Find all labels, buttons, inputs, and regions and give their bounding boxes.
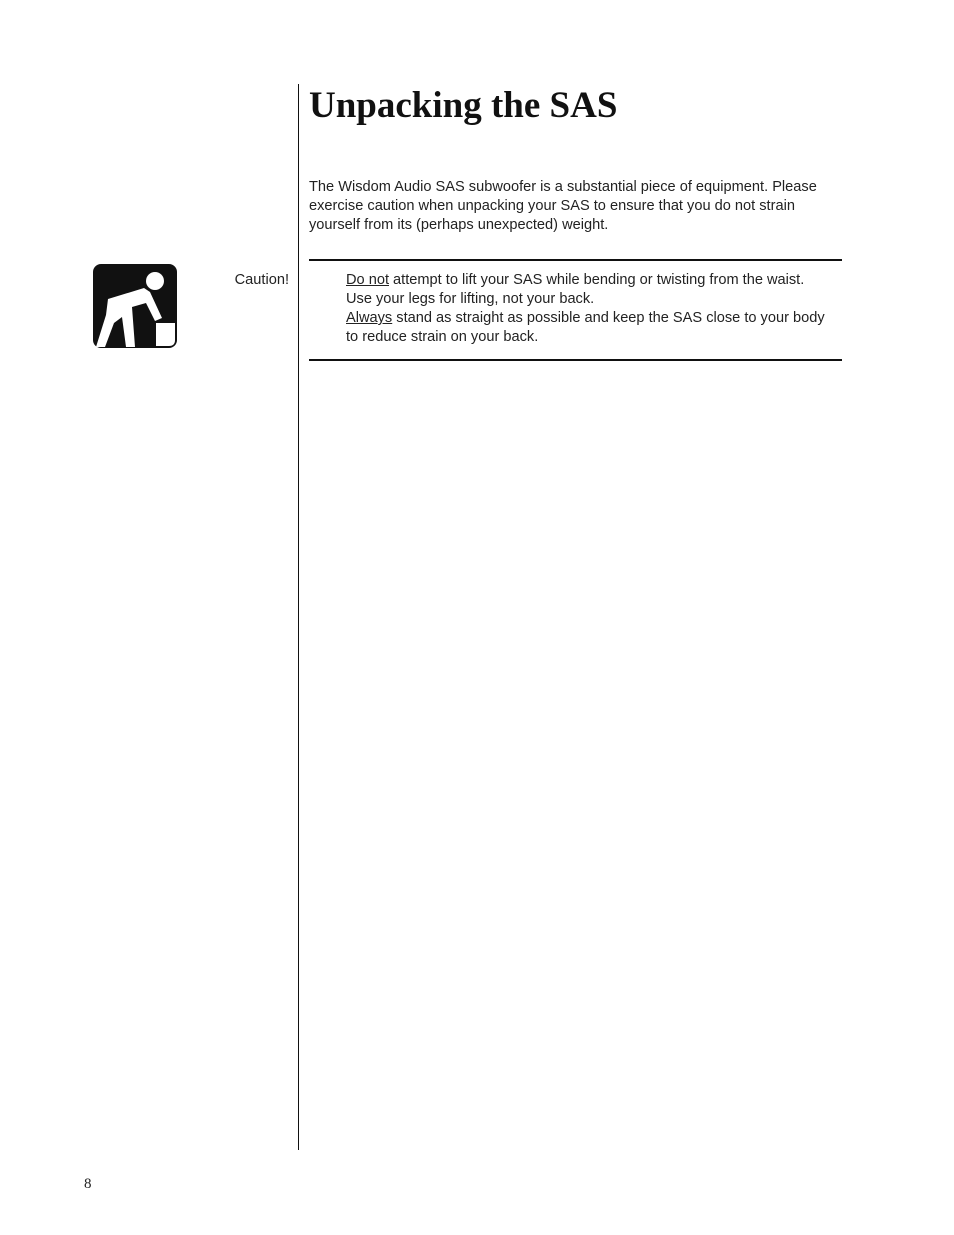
caution-top-rule [309,259,842,261]
caution-text [346,271,826,347]
caution-label: Caution! [234,272,289,288]
caution-line-2 [346,309,826,347]
caution-line-1 [346,271,826,309]
caution-emphasis-do-not: Do not [346,272,389,288]
caution-line-1-text: attempt to lift your SAS while bending or twisting from the waist. Use your legs for lifting, not your back. [346,272,805,307]
page-number: 8 [84,1176,92,1192]
caution-line-2-text: stand as straight as possible and keep the SAS close to your body to reduce strain on your back. [346,310,825,345]
margin-divider [298,84,299,1150]
person-lifting-box-icon [92,263,178,349]
caution-bottom-rule [309,359,842,361]
page-title: Unpacking the SAS [309,85,618,126]
intro-paragraph: The Wisdom Audio SAS subwoofer is a substantial piece of equipment. Please exercise caution when unpacking your SAS to ensure that you do not strain yourself from its (perhaps unexpected) weight. [309,179,817,233]
caution-emphasis-always: Always [346,310,393,326]
